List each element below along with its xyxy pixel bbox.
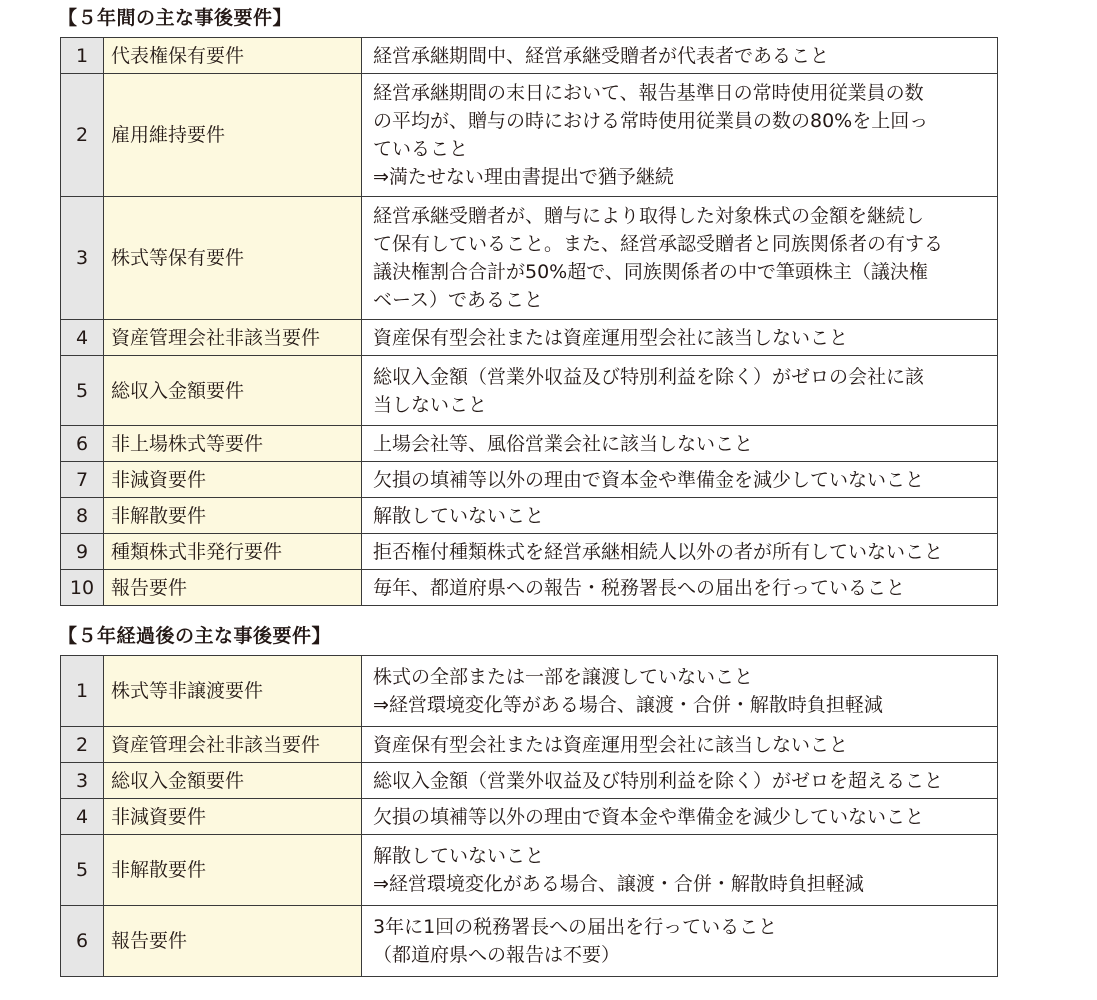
table-row: [61, 727, 998, 763]
description-line: 経営承継期間の末日において、報告基準日の常時使用従業員の数: [373, 82, 924, 104]
requirement-description: [362, 38, 998, 74]
section-title-after-5-years: 【５年経過後の主な事後要件】: [58, 625, 332, 647]
table-row: [61, 38, 998, 74]
table-row: [61, 763, 998, 799]
requirement-name: 非減資要件: [104, 799, 362, 835]
requirement-name: 総収入金額要件: [104, 356, 362, 426]
description-line: （都道府県への報告は不要）: [373, 944, 621, 966]
description-line: ベース）であること: [373, 289, 544, 311]
requirement-name: 総収入金額要件: [104, 763, 362, 799]
row-number: 8: [61, 498, 104, 534]
row-number: 1: [61, 38, 104, 74]
description-line: ⇒満たせない理由書提出で猶予継続: [373, 166, 674, 188]
description-line: ていること: [373, 138, 469, 160]
description-line: 解散していないこと: [373, 845, 545, 867]
table-row: [61, 835, 998, 906]
table-row: [61, 356, 998, 426]
row-number: 3: [61, 197, 104, 320]
requirement-name: 報告要件: [104, 906, 362, 977]
requirement-description: [362, 426, 998, 462]
requirement-name: 非解散要件: [104, 835, 362, 906]
requirement-name: 株式等非譲渡要件: [104, 656, 362, 727]
requirement-description: [362, 197, 998, 320]
requirement-description: [362, 656, 998, 727]
requirement-description: [362, 570, 998, 606]
row-number: 10: [61, 570, 104, 606]
description-line: 資産保有型会社または資産運用型会社に該当しないこと: [373, 326, 849, 349]
requirement-description: [362, 462, 998, 498]
table-row: [61, 498, 998, 534]
description-line: 経営承継期間中、経営承継受贈者が代表者であること: [373, 44, 830, 67]
table-row: [61, 656, 998, 727]
description-line: の平均が、贈与の時における常時使用従業員の数の80%を上回っ: [373, 110, 929, 132]
description-line: 資産保有型会社または資産運用型会社に該当しないこと: [373, 733, 849, 756]
requirement-description: [362, 498, 998, 534]
row-number: 5: [61, 835, 104, 906]
description-line: 当しないこと: [373, 393, 488, 416]
row-number: 9: [61, 534, 104, 570]
requirements-table-body: [61, 656, 998, 977]
requirement-name: 雇用維持要件: [104, 74, 362, 197]
requirement-description: [362, 320, 998, 356]
description-line: 総収入金額（営業外収益及び特別利益を除く）がゼロの会社に該: [373, 365, 925, 388]
description-line: ⇒経営環境変化等がある場合、譲渡・合併・解散時負担軽減: [373, 694, 883, 716]
description-line: 欠損の填補等以外の理由で資本金や準備金を減少していないこと: [373, 805, 925, 828]
description-line: 解散していないこと: [373, 504, 545, 527]
row-number: 1: [61, 656, 104, 727]
row-number: 6: [61, 906, 104, 977]
section-title-5-years: 【５年間の主な事後要件】: [58, 7, 293, 29]
row-number: 4: [61, 799, 104, 835]
requirement-description: [362, 835, 998, 906]
description-line: 総収入金額（営業外収益及び特別利益を除く）がゼロを超えること: [373, 769, 944, 792]
description-line: 株式の全部または一部を譲渡していないこと: [373, 666, 754, 688]
requirement-description: [362, 906, 998, 977]
requirements-table-5-years: [60, 37, 998, 606]
table-row: [61, 74, 998, 197]
row-number: 6: [61, 426, 104, 462]
requirement-description: [362, 356, 998, 426]
description-line: て保有していること。また、経営承認受贈者と同族関係者の有する: [373, 233, 944, 255]
requirement-name: 株式等保有要件: [104, 197, 362, 320]
table-row: [61, 320, 998, 356]
requirement-name: 非上場株式等要件: [104, 426, 362, 462]
description-line: 拒否権付種類株式を経営承継相続人以外の者が所有していないこと: [373, 540, 944, 563]
requirement-name: 資産管理会社非該当要件: [104, 320, 362, 356]
requirement-name: 種類株式非発行要件: [104, 534, 362, 570]
description-line: 上場会社等、風俗営業会社に該当しないこと: [373, 432, 754, 455]
row-number: 5: [61, 356, 104, 426]
requirement-name: 資産管理会社非該当要件: [104, 727, 362, 763]
requirements-table-body: [61, 38, 998, 606]
table-row: [61, 426, 998, 462]
requirement-description: [362, 763, 998, 799]
description-line: 議決権割合合計が50%超で、同族関係者の中で筆頭株主（議決権: [373, 261, 928, 283]
row-number: 2: [61, 74, 104, 197]
requirement-description: [362, 727, 998, 763]
description-line: 経営承継受贈者が、贈与により取得した対象株式の金額を継続し: [373, 205, 925, 227]
description-line: 毎年、都道府県への報告・税務署長への届出を行っていること: [373, 576, 906, 599]
table-row: [61, 197, 998, 320]
requirement-name: 非減資要件: [104, 462, 362, 498]
requirement-description: [362, 74, 998, 197]
description-line: 3年に1回の税務署長への届出を行っていること: [373, 916, 778, 938]
table-row: [61, 799, 998, 835]
requirement-name: 非解散要件: [104, 498, 362, 534]
row-number: 7: [61, 462, 104, 498]
table-row: [61, 906, 998, 977]
row-number: 2: [61, 727, 104, 763]
requirement-name: 報告要件: [104, 570, 362, 606]
table-row: [61, 570, 998, 606]
requirements-table-after-5-years: [60, 655, 998, 977]
description-line: 欠損の填補等以外の理由で資本金や準備金を減少していないこと: [373, 468, 925, 491]
row-number: 3: [61, 763, 104, 799]
description-line: ⇒経営環境変化がある場合、譲渡・合併・解散時負担軽減: [373, 873, 864, 895]
requirement-description: [362, 534, 998, 570]
requirement-name: 代表権保有要件: [104, 38, 362, 74]
table-row: [61, 462, 998, 498]
requirement-description: [362, 799, 998, 835]
row-number: 4: [61, 320, 104, 356]
table-row: [61, 534, 998, 570]
